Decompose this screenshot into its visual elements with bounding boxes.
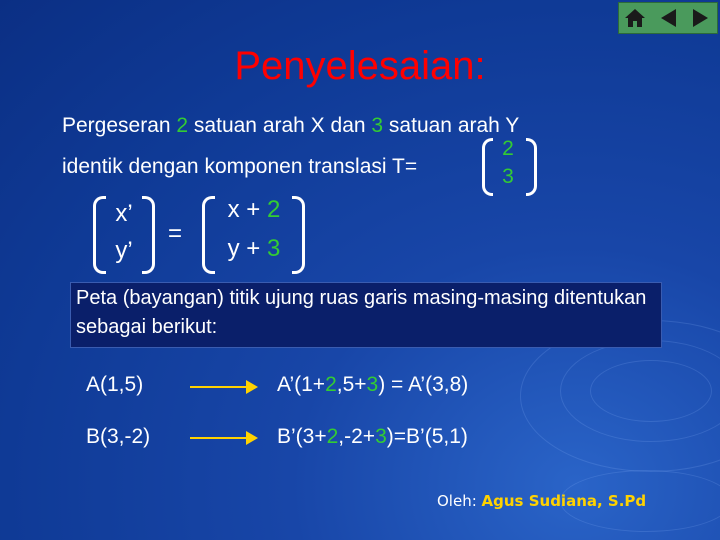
x-shift-value: 2	[176, 114, 189, 137]
author-label: Oleh:	[437, 492, 482, 510]
point-a-image	[277, 373, 468, 397]
text-fragment: ,-2+	[338, 425, 376, 448]
next-slide-button[interactable]	[689, 6, 713, 30]
text-fragment: B’(3+	[277, 425, 327, 448]
home-icon	[624, 8, 646, 28]
lhs-bottom: y’	[115, 237, 133, 264]
matrix-bracket-left	[93, 196, 106, 274]
rhs-bottom-value: 3	[267, 235, 281, 262]
text-fragment: )=B’(5,1)	[386, 425, 468, 448]
rhs-bottom-text: y +	[227, 235, 267, 262]
slide-title: Penyelesaian:	[234, 44, 486, 88]
arrow-icon	[190, 386, 248, 388]
vector-bracket-right	[526, 138, 537, 196]
text-fragment: Pergeseran	[62, 114, 177, 137]
y-shift-value: 3	[375, 425, 387, 448]
text-fragment: ,5+	[336, 373, 367, 396]
rhs-bottom	[214, 235, 294, 263]
note-box: Peta (bayangan) titik ujung ruas garis masing-masing ditentukan sebagai berikut:	[70, 282, 662, 348]
rhs-top-text: x +	[227, 196, 267, 223]
y-shift-value: 3	[366, 373, 379, 396]
previous-slide-button[interactable]	[656, 6, 680, 30]
matrix-bracket-right	[292, 196, 305, 274]
x-shift-value: 2	[325, 373, 337, 396]
translation-component-text: identik dengan komponen translasi T=	[62, 155, 418, 178]
rhs-top-value: 2	[267, 196, 281, 223]
home-button[interactable]	[623, 6, 647, 30]
prev-icon	[658, 7, 678, 29]
text-fragment: ) = A’(3,8)	[378, 373, 469, 396]
x-shift-value: 2	[326, 425, 339, 448]
text-fragment: satuan arah X dan	[188, 114, 372, 137]
next-icon	[691, 7, 711, 29]
author-credit	[437, 492, 646, 510]
point-b-image	[277, 425, 468, 449]
lhs-top: x’	[115, 200, 133, 227]
rhs-top	[214, 196, 294, 224]
text-fragment: A’(1+	[277, 373, 326, 396]
author-name: Agus Sudiana, S.Pd	[481, 492, 647, 510]
arrow-icon	[190, 437, 248, 439]
equals-sign: =	[167, 220, 182, 247]
vector-bottom-value: 3	[502, 165, 514, 188]
text-fragment: satuan arah Y	[383, 114, 520, 137]
point-a-original: A(1,5)	[86, 373, 144, 396]
navigation-bar	[618, 2, 718, 34]
vector-top-value: 2	[502, 137, 514, 160]
translation-description	[62, 114, 519, 138]
y-shift-value: 3	[371, 114, 384, 137]
matrix-bracket-right	[142, 196, 155, 274]
point-b-original: B(3,-2)	[86, 425, 151, 448]
